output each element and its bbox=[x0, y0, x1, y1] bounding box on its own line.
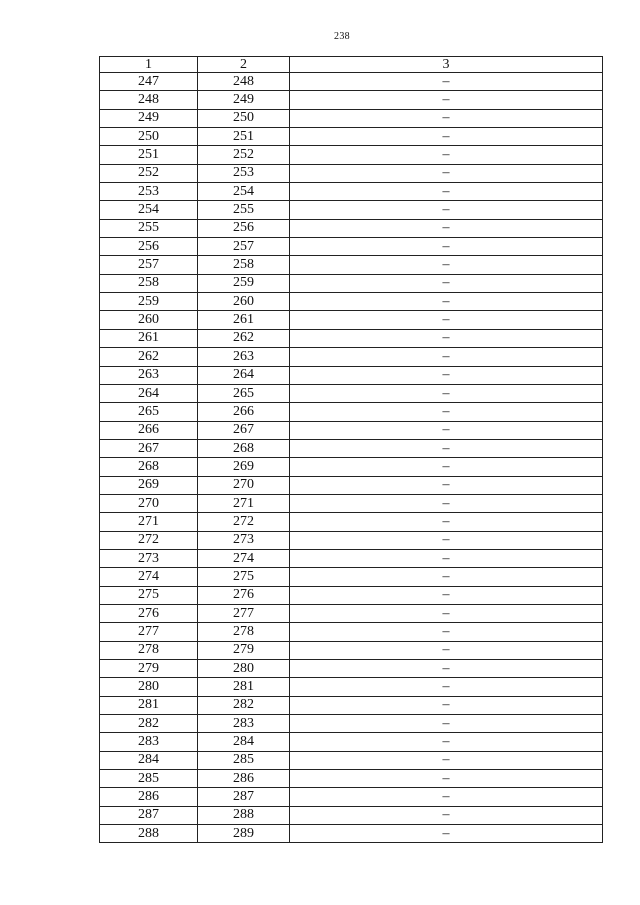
table-cell-col-1: 279 bbox=[100, 660, 198, 678]
table-row bbox=[100, 623, 603, 641]
table-cell-col-3: – bbox=[290, 293, 603, 311]
table-cell-col-2: 266 bbox=[198, 403, 290, 421]
table-cell-col-1: 283 bbox=[100, 733, 198, 751]
table-cell-col-3: – bbox=[290, 91, 603, 109]
table-cell-col-3: – bbox=[290, 366, 603, 384]
table-cell-col-1: 287 bbox=[100, 806, 198, 824]
table-row bbox=[100, 128, 603, 146]
table-row bbox=[100, 806, 603, 824]
table-cell-col-2: 276 bbox=[198, 586, 290, 604]
table-cell-col-3: – bbox=[290, 219, 603, 237]
table-row bbox=[100, 91, 603, 109]
table-cell-col-2: 283 bbox=[198, 715, 290, 733]
table-cell-col-3: – bbox=[290, 623, 603, 641]
table-cell-col-1: 280 bbox=[100, 678, 198, 696]
table-cell-col-2: 264 bbox=[198, 366, 290, 384]
table-row bbox=[100, 458, 603, 476]
column-header-1: 1 bbox=[100, 57, 198, 73]
table-row bbox=[100, 238, 603, 256]
table-cell-col-1: 251 bbox=[100, 146, 198, 164]
table-cell-col-2: 282 bbox=[198, 696, 290, 714]
table-cell-col-2: 285 bbox=[198, 751, 290, 769]
table-cell-col-2: 259 bbox=[198, 274, 290, 292]
table-cell-col-1: 259 bbox=[100, 293, 198, 311]
table-cell-col-1: 271 bbox=[100, 513, 198, 531]
table-cell-col-2: 260 bbox=[198, 293, 290, 311]
table-cell-col-2: 255 bbox=[198, 201, 290, 219]
table-cell-col-3: – bbox=[290, 164, 603, 182]
table-cell-col-3: – bbox=[290, 568, 603, 586]
table-cell-col-2: 251 bbox=[198, 128, 290, 146]
table-cell-col-3: – bbox=[290, 678, 603, 696]
table-row bbox=[100, 788, 603, 806]
table-cell-col-1: 270 bbox=[100, 494, 198, 512]
table-cell-col-1: 256 bbox=[100, 238, 198, 256]
table-cell-col-3: – bbox=[290, 825, 603, 843]
table-cell-col-1: 284 bbox=[100, 751, 198, 769]
table-cell-col-1: 254 bbox=[100, 201, 198, 219]
table-row bbox=[100, 696, 603, 714]
table-row bbox=[100, 293, 603, 311]
table-cell-col-2: 262 bbox=[198, 329, 290, 347]
table-cell-col-2: 253 bbox=[198, 164, 290, 182]
table-cell-col-3: – bbox=[290, 806, 603, 824]
table-cell-col-3: – bbox=[290, 384, 603, 402]
table-cell-col-1: 260 bbox=[100, 311, 198, 329]
table-cell-col-1: 247 bbox=[100, 73, 198, 91]
table-cell-col-3: – bbox=[290, 238, 603, 256]
table-cell-col-3: – bbox=[290, 458, 603, 476]
table-cell-col-3: – bbox=[290, 201, 603, 219]
table-cell-col-2: 249 bbox=[198, 91, 290, 109]
data-table bbox=[99, 56, 603, 843]
table-row bbox=[100, 183, 603, 201]
table-cell-col-1: 273 bbox=[100, 549, 198, 567]
table-cell-col-1: 250 bbox=[100, 128, 198, 146]
table-cell-col-1: 282 bbox=[100, 715, 198, 733]
table-cell-col-3: – bbox=[290, 549, 603, 567]
table-cell-col-3: – bbox=[290, 788, 603, 806]
table-row bbox=[100, 274, 603, 292]
table-cell-col-2: 280 bbox=[198, 660, 290, 678]
table-cell-col-3: – bbox=[290, 715, 603, 733]
table-cell-col-1: 272 bbox=[100, 531, 198, 549]
table-cell-col-2: 258 bbox=[198, 256, 290, 274]
table-cell-col-3: – bbox=[290, 146, 603, 164]
table-cell-col-3: – bbox=[290, 476, 603, 494]
table-cell-col-2: 256 bbox=[198, 219, 290, 237]
table-cell-col-2: 261 bbox=[198, 311, 290, 329]
table-cell-col-1: 267 bbox=[100, 439, 198, 457]
table-cell-col-3: – bbox=[290, 733, 603, 751]
page-number: 238 bbox=[334, 31, 350, 42]
table-cell-col-3: – bbox=[290, 586, 603, 604]
table-row bbox=[100, 219, 603, 237]
table-row bbox=[100, 109, 603, 127]
table-cell-col-2: 281 bbox=[198, 678, 290, 696]
table-row bbox=[100, 825, 603, 843]
table-row bbox=[100, 604, 603, 622]
table-row bbox=[100, 146, 603, 164]
table-cell-col-3: – bbox=[290, 439, 603, 457]
table-cell-col-1: 249 bbox=[100, 109, 198, 127]
table-cell-col-3: – bbox=[290, 751, 603, 769]
table-body bbox=[100, 73, 603, 843]
table-row bbox=[100, 641, 603, 659]
table-cell-col-2: 274 bbox=[198, 549, 290, 567]
table-cell-col-1: 266 bbox=[100, 421, 198, 439]
table-cell-col-2: 267 bbox=[198, 421, 290, 439]
table-cell-col-1: 257 bbox=[100, 256, 198, 274]
table-cell-col-3: – bbox=[290, 128, 603, 146]
table-cell-col-2: 254 bbox=[198, 183, 290, 201]
table-cell-col-2: 275 bbox=[198, 568, 290, 586]
table-cell-col-3: – bbox=[290, 403, 603, 421]
table-row bbox=[100, 403, 603, 421]
table-row bbox=[100, 439, 603, 457]
table-row bbox=[100, 531, 603, 549]
table-cell-col-3: – bbox=[290, 311, 603, 329]
table-cell-col-2: 287 bbox=[198, 788, 290, 806]
table-row bbox=[100, 549, 603, 567]
table-cell-col-2: 277 bbox=[198, 604, 290, 622]
table-cell-col-2: 265 bbox=[198, 384, 290, 402]
table-row bbox=[100, 586, 603, 604]
table-row bbox=[100, 751, 603, 769]
table-cell-col-1: 288 bbox=[100, 825, 198, 843]
table-cell-col-2: 279 bbox=[198, 641, 290, 659]
table-cell-col-1: 252 bbox=[100, 164, 198, 182]
table-cell-col-1: 262 bbox=[100, 348, 198, 366]
table-cell-col-1: 263 bbox=[100, 366, 198, 384]
table-cell-col-3: – bbox=[290, 256, 603, 274]
table-cell-col-2: 284 bbox=[198, 733, 290, 751]
table-cell-col-3: – bbox=[290, 770, 603, 788]
table-cell-col-1: 269 bbox=[100, 476, 198, 494]
table-row bbox=[100, 164, 603, 182]
table-cell-col-1: 276 bbox=[100, 604, 198, 622]
table-cell-col-3: – bbox=[290, 183, 603, 201]
table-row bbox=[100, 476, 603, 494]
table-cell-col-2: 270 bbox=[198, 476, 290, 494]
table-cell-col-1: 274 bbox=[100, 568, 198, 586]
table-cell-col-2: 288 bbox=[198, 806, 290, 824]
table-cell-col-3: – bbox=[290, 494, 603, 512]
table-cell-col-1: 258 bbox=[100, 274, 198, 292]
table-cell-col-3: – bbox=[290, 109, 603, 127]
table-row bbox=[100, 348, 603, 366]
table-cell-col-1: 261 bbox=[100, 329, 198, 347]
table-cell-col-1: 286 bbox=[100, 788, 198, 806]
table-cell-col-2: 273 bbox=[198, 531, 290, 549]
table-cell-col-3: – bbox=[290, 641, 603, 659]
table-cell-col-3: – bbox=[290, 660, 603, 678]
table-cell-col-2: 257 bbox=[198, 238, 290, 256]
table-row bbox=[100, 678, 603, 696]
column-header-2: 2 bbox=[198, 57, 290, 73]
table-cell-col-2: 289 bbox=[198, 825, 290, 843]
table-row bbox=[100, 715, 603, 733]
table-cell-col-2: 271 bbox=[198, 494, 290, 512]
table-cell-col-2: 248 bbox=[198, 73, 290, 91]
table-cell-col-3: – bbox=[290, 274, 603, 292]
table-cell-col-3: – bbox=[290, 348, 603, 366]
table-cell-col-3: – bbox=[290, 329, 603, 347]
table-cell-col-1: 277 bbox=[100, 623, 198, 641]
table-cell-col-1: 248 bbox=[100, 91, 198, 109]
table-cell-col-2: 252 bbox=[198, 146, 290, 164]
table-cell-col-1: 285 bbox=[100, 770, 198, 788]
table-cell-col-2: 286 bbox=[198, 770, 290, 788]
table-cell-col-2: 272 bbox=[198, 513, 290, 531]
table-cell-col-1: 255 bbox=[100, 219, 198, 237]
table-row bbox=[100, 366, 603, 384]
table-cell-col-2: 278 bbox=[198, 623, 290, 641]
table-row bbox=[100, 311, 603, 329]
table-row bbox=[100, 73, 603, 91]
table-cell-col-2: 269 bbox=[198, 458, 290, 476]
column-header-3: 3 bbox=[290, 57, 603, 73]
table-cell-col-2: 263 bbox=[198, 348, 290, 366]
table-cell-col-3: – bbox=[290, 604, 603, 622]
table-cell-col-1: 278 bbox=[100, 641, 198, 659]
table-row bbox=[100, 733, 603, 751]
table-cell-col-3: – bbox=[290, 531, 603, 549]
table-cell-col-3: – bbox=[290, 73, 603, 91]
table-cell-col-3: – bbox=[290, 513, 603, 531]
table-row bbox=[100, 660, 603, 678]
table-cell-col-2: 268 bbox=[198, 439, 290, 457]
table-cell-col-3: – bbox=[290, 696, 603, 714]
table-cell-col-1: 253 bbox=[100, 183, 198, 201]
table-cell-col-2: 250 bbox=[198, 109, 290, 127]
table-cell-col-1: 265 bbox=[100, 403, 198, 421]
table-row bbox=[100, 256, 603, 274]
header-row bbox=[100, 57, 603, 73]
table-row bbox=[100, 384, 603, 402]
table-row bbox=[100, 770, 603, 788]
table-row bbox=[100, 329, 603, 347]
table-cell-col-1: 268 bbox=[100, 458, 198, 476]
table-row bbox=[100, 494, 603, 512]
table-cell-col-1: 264 bbox=[100, 384, 198, 402]
table-cell-col-1: 281 bbox=[100, 696, 198, 714]
table-row bbox=[100, 513, 603, 531]
table-row bbox=[100, 568, 603, 586]
table-row bbox=[100, 421, 603, 439]
table-row bbox=[100, 201, 603, 219]
table-cell-col-3: – bbox=[290, 421, 603, 439]
table-cell-col-1: 275 bbox=[100, 586, 198, 604]
